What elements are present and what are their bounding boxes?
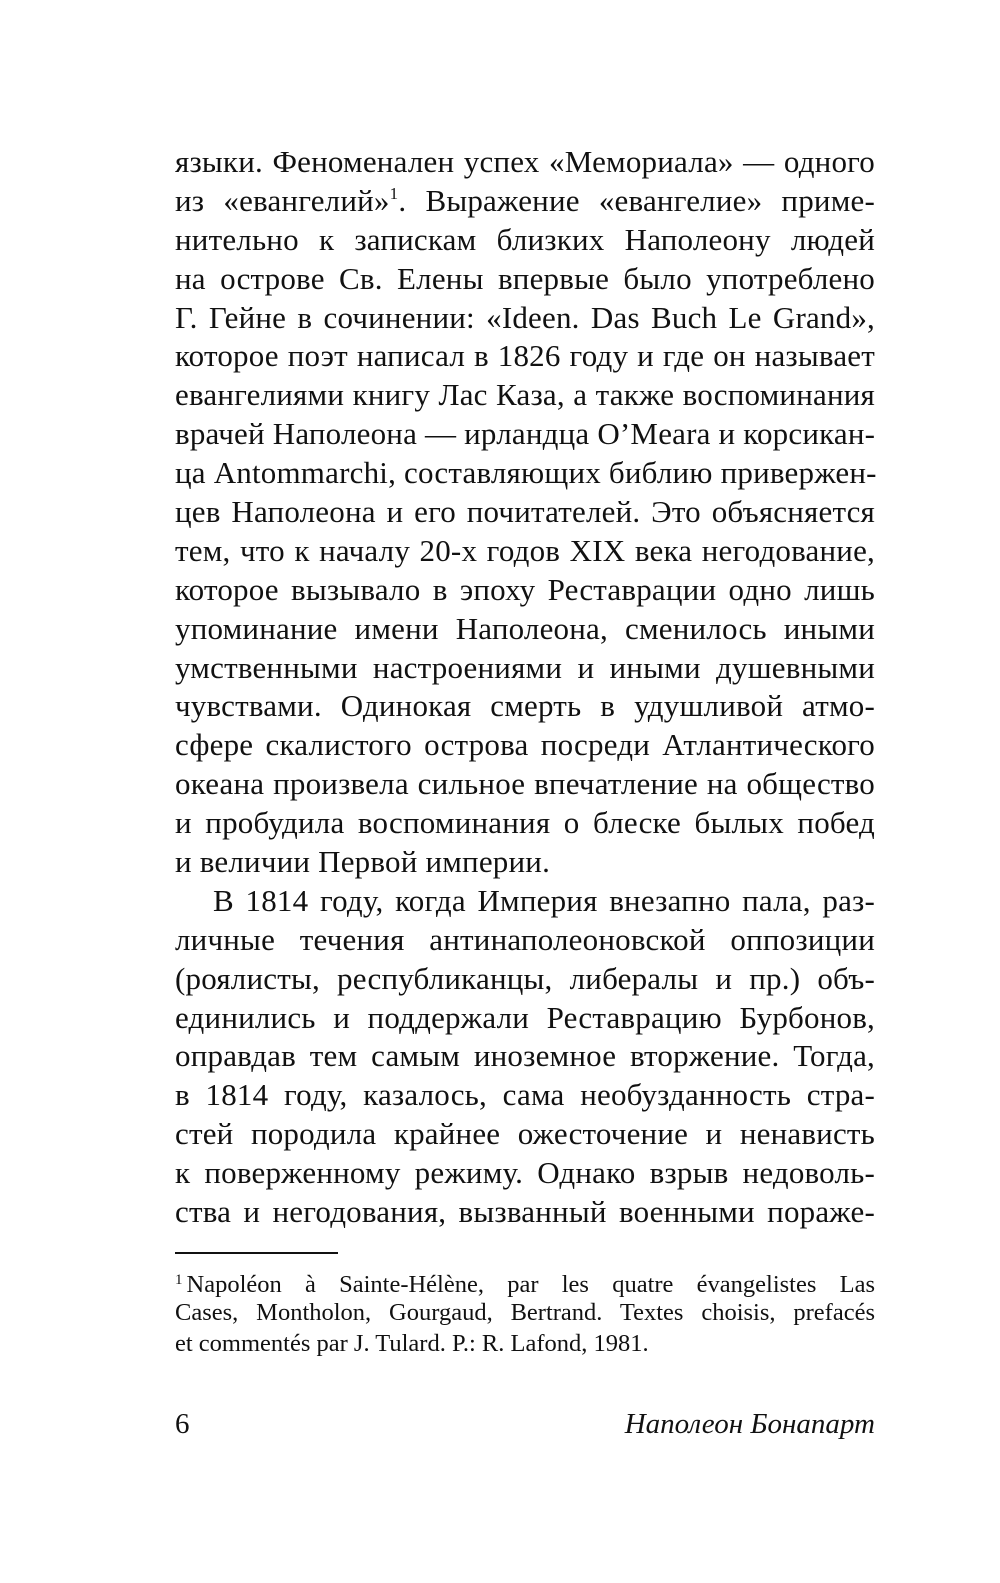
text-line-2-end: . Выражение «евангелие» приме-: [398, 182, 876, 218]
footnote-divider: [175, 1252, 338, 1254]
text-line-24: оправдав тем самым иноземное вторжение. Тогда,: [175, 1038, 875, 1074]
footnote: [175, 1265, 875, 1360]
footnote-line-1-text: Napoléon à Sainte-Hélène, par les quatre évangelistes Las: [186, 1271, 875, 1298]
text-line-23: единились и поддержали Реставрацию Бурбонов,: [175, 999, 875, 1035]
footnote-line-3: et commentés par J. Tulard. P.: R. Lafond, 1981.: [175, 1330, 649, 1357]
text-line-25: в 1814 году, казалось, сама необузданность стра-: [175, 1077, 875, 1113]
footnote-line-2: Cases, Montholon, Gourgaud, Bertrand. Textes choisis, prefacés: [175, 1298, 875, 1326]
main-text: [175, 143, 875, 1232]
text-line-13: упоминание имени Наполеона, сменилось иными: [175, 610, 875, 646]
text-line-11: тем, что к началу 20-х годов XIX века негодование,: [175, 532, 875, 568]
text-line-22: (роялисты, республиканцы, либералы и пр.) объ-: [175, 960, 875, 996]
text-line-19: и величии Первой империи.: [175, 844, 551, 880]
footnote-reference[interactable]: 1: [389, 183, 399, 203]
text-line-18: и пробудила воспоминания о блеске былых побед: [175, 805, 875, 841]
text-line-7: евангелиями книгу Лас Каза, а также воспоминания: [175, 377, 875, 413]
text-line-14: умственными настроениями и иными душевными: [175, 649, 875, 685]
text-line-5: Г. Гейне в сочинении: «Ideen. Das Buch Le Grand»,: [175, 299, 875, 335]
text-line-26: стей породила крайнее ожесточение и ненависть: [175, 1116, 875, 1152]
text-line-16: сфере скалистого острова посреди Атлантического: [175, 727, 875, 763]
text-line-4: на острове Св. Елены впервые было употреблено: [175, 260, 875, 296]
text-line-10: цев Наполеона и его почитателей. Это объясняется: [175, 494, 875, 530]
text-line-17: океана произвела сильное впечатление на общество: [175, 766, 875, 802]
footnote-line-1: [175, 1265, 875, 1297]
text-line-2-start: из «евангелий»: [175, 182, 390, 218]
text-line-2: [175, 182, 875, 221]
text-line-3: нительно к запискам близких Наполеону людей: [175, 221, 875, 257]
footnote-marker: 1: [175, 1272, 183, 1288]
text-line-28: ства и негодования, вызванный военными пораже-: [175, 1194, 875, 1230]
text-line-1: языки. Феноменален успех «Мемориала» — одного: [175, 144, 875, 179]
running-title: Наполеон Бонапарт: [624, 1408, 875, 1440]
text-line-12: которое вызывало в эпоху Реставрации одно лишь: [175, 571, 875, 607]
text-line-6: которое поэт написал в 1826 году и где он называет: [175, 338, 875, 374]
running-footer: [175, 1407, 875, 1441]
text-line-15: чувствами. Одинокая смерть в удушливой атмо-: [175, 688, 875, 724]
text-line-21: личные течения антинаполеоновской оппозиции: [175, 921, 875, 957]
page-number: 6: [175, 1408, 190, 1440]
text-line-9: ца Antommarchi, составляющих библию привержен-: [175, 455, 877, 491]
text-line-27: к поверженному режиму. Однако взрыв недоволь-: [175, 1155, 875, 1191]
text-line-8: врачей Наполеона — ирландца O’Meara и корсикан-: [175, 416, 876, 452]
text-line-20: В 1814 году, когда Империя внезапно пала, раз-: [213, 882, 875, 918]
